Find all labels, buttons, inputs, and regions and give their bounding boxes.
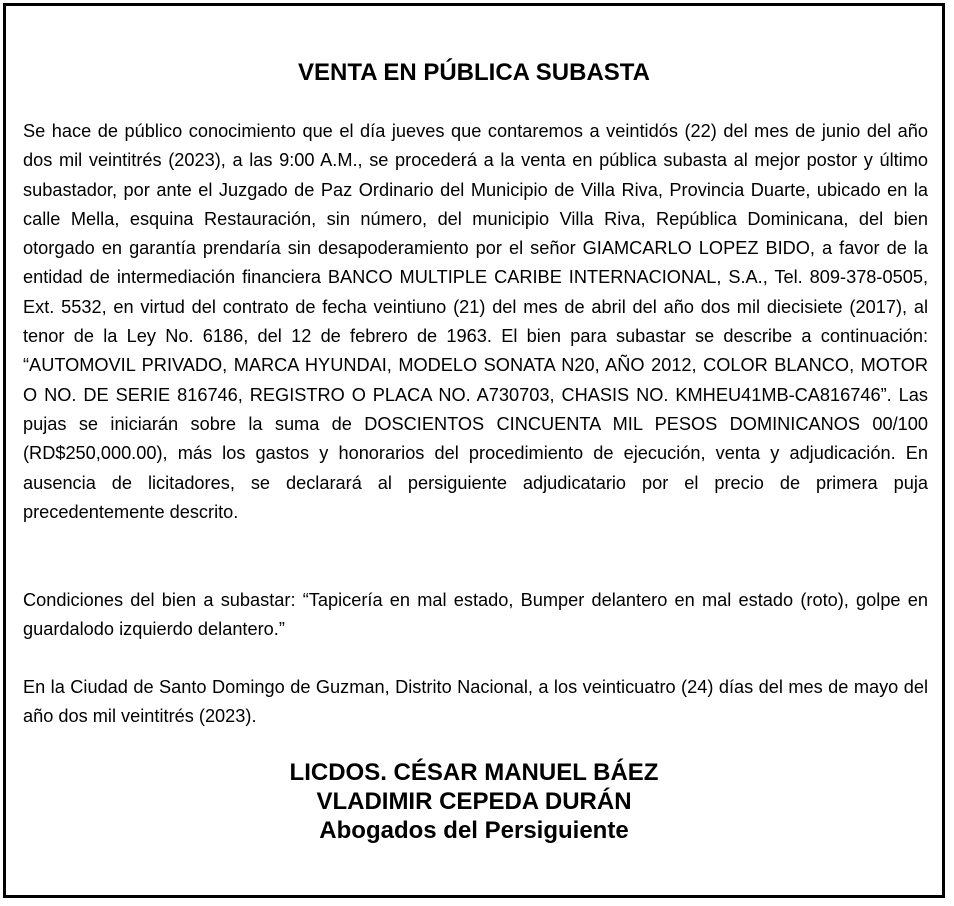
signature-line-lawyer-1: LICDOS. CÉSAR MANUEL BÁEZ <box>289 759 659 786</box>
signature-block <box>6 758 942 845</box>
signature-line-role: Abogados del Persiguiente <box>319 817 629 844</box>
notice-frame <box>3 3 945 898</box>
property-conditions-paragraph: Condiciones del bien a subastar: “Tapicería en mal estado, Bumper delantero en mal estado (roto), golpe en guardalodo izquierdo delantero.” <box>23 590 928 640</box>
date-place-paragraph: En la Ciudad de Santo Domingo de Guzman, Distrito Nacional, a los veinticuatro (24) días del mes de mayo del año dos mil veintitrés (2023). <box>23 677 928 727</box>
signature-line-lawyer-2: VLADIMIR CEPEDA DURÁN <box>316 788 632 815</box>
notice-body-paragraph: Se hace de público conocimiento que el día jueves que contaremos a veintidós (22) del mes de junio del año dos mil veintitrés (2023), a las 9:00 A.M., se procederá a la venta en pública subasta al mejor postor y último subastador, por ante el Juzgado de Paz Ordinario del Municipio de Villa Riva, Provincia Duarte, ubicado en la calle Mella, esquina Restauración, sin número, del municipio Villa Riva, República Dominicana, del bien otorgado en garantía prendaría sin desapoderamiento por el señor GIAMCARLO LOPEZ BIDO, a favor de la entidad de intermediación financiera BANCO MULTIPLE CARIBE INTERNACIONAL, S.A., Tel. 809-378-0505, Ext. 5532, en virtud del contrato de fecha veintiuno (21) del mes de abril del año dos mil diecisiete (2017), al tenor de la Ley No. 6186, del 12 de febrero de 1963. El bien para subastar se describe a continuación: “AUTOMOVIL PRIVADO, MARCA HYUNDAI, MODELO SONATA N20, AÑO 2012, COLOR BLANCO, MOTOR O NO. DE SERIE 816746, REGISTRO O PLACA NO. A730703, CHASIS NO. KMHEU41MB-CA816746”. Las pujas se iniciarán sobre la suma de DOSCIENTOS CINCUENTA MIL PESOS DOMINICANOS 00/100 (RD$250,000.00), más los gastos y honorarios del procedimiento de ejecución, venta y adjudicación. En ausencia de licitadores, se declarará al persiguiente adjudicatario por el precio de primera puja precedentemente descrito. <box>23 121 928 522</box>
notice-title: VENTA EN PÚBLICA SUBASTA <box>297 59 650 86</box>
